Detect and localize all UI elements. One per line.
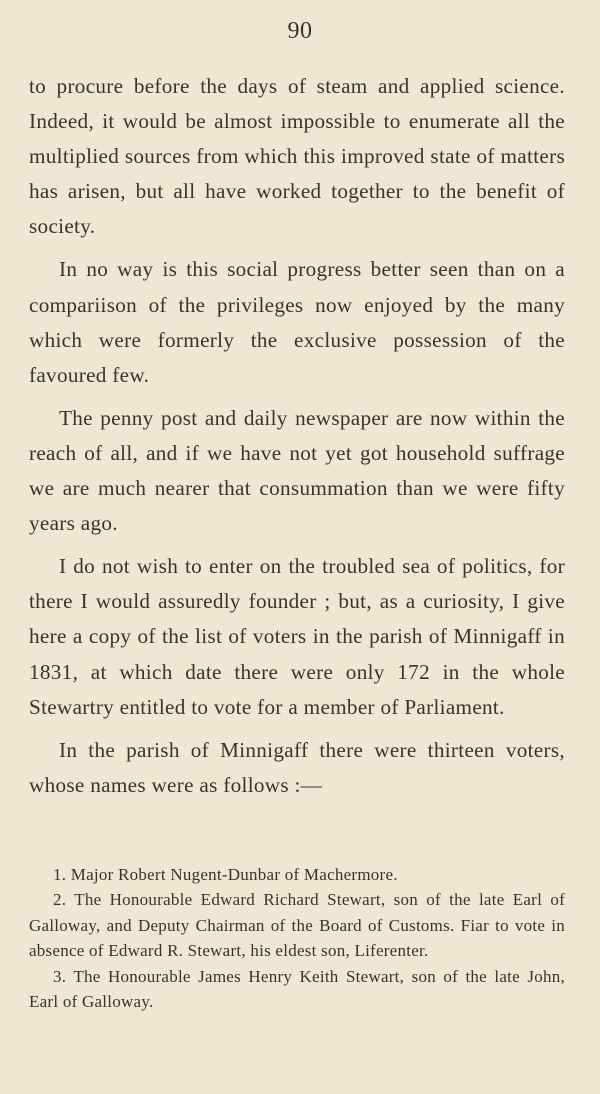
voter-list-item: 3. The Honourable James Henry Keith Stewart, son of the late John, Earl of Galloway. (29, 966, 565, 1012)
page-number: 90 (287, 18, 313, 44)
paragraph-social-progress: In no way is this social progress better seen than on a compariison of the privileges now enjoyed by the many which were formerly the exclusive possession of the favoured few. (29, 257, 565, 387)
paragraph-voters-intro: In the parish of Minnigaff there were thirteen voters, whose names were as follows :— (29, 737, 565, 797)
voter-list-item: 1. Major Robert Nugent-Dunbar of Machermore. (53, 865, 398, 884)
voter-list-item: 2. The Honourable Edward Richard Stewart, son of the late Earl of Galloway, and Deputy Chairman of the Board of Customs. Fiar to vote in absence of Edward R. Stewart, his eldest son, Liferenter. (29, 890, 565, 961)
body-text (29, 69, 565, 811)
paragraph-penny-post: The penny post and daily newspaper are now within the reach of all, and if we have not yet got household suffrage we are much nearer that consummation than we were fifty years ago. (29, 405, 565, 536)
paragraph-continuation: to procure before the days of steam and applied science. Indeed, it would be almost impossible to enumerate all the multiplied sources from which this improved state of matters has arisen, but all have worked together to the benefit of society. (29, 74, 565, 239)
paragraph-politics: I do not wish to enter on the troubled sea of politics, for there I would assuredly founder ; but, as a curiosity, I give here a copy of the list of voters in the parish of Minnigaff in 1831, at which date there were only 172 in the whole Stewartry entitled to vote for a member of Parliament. (29, 554, 565, 719)
voter-list (29, 862, 565, 1014)
